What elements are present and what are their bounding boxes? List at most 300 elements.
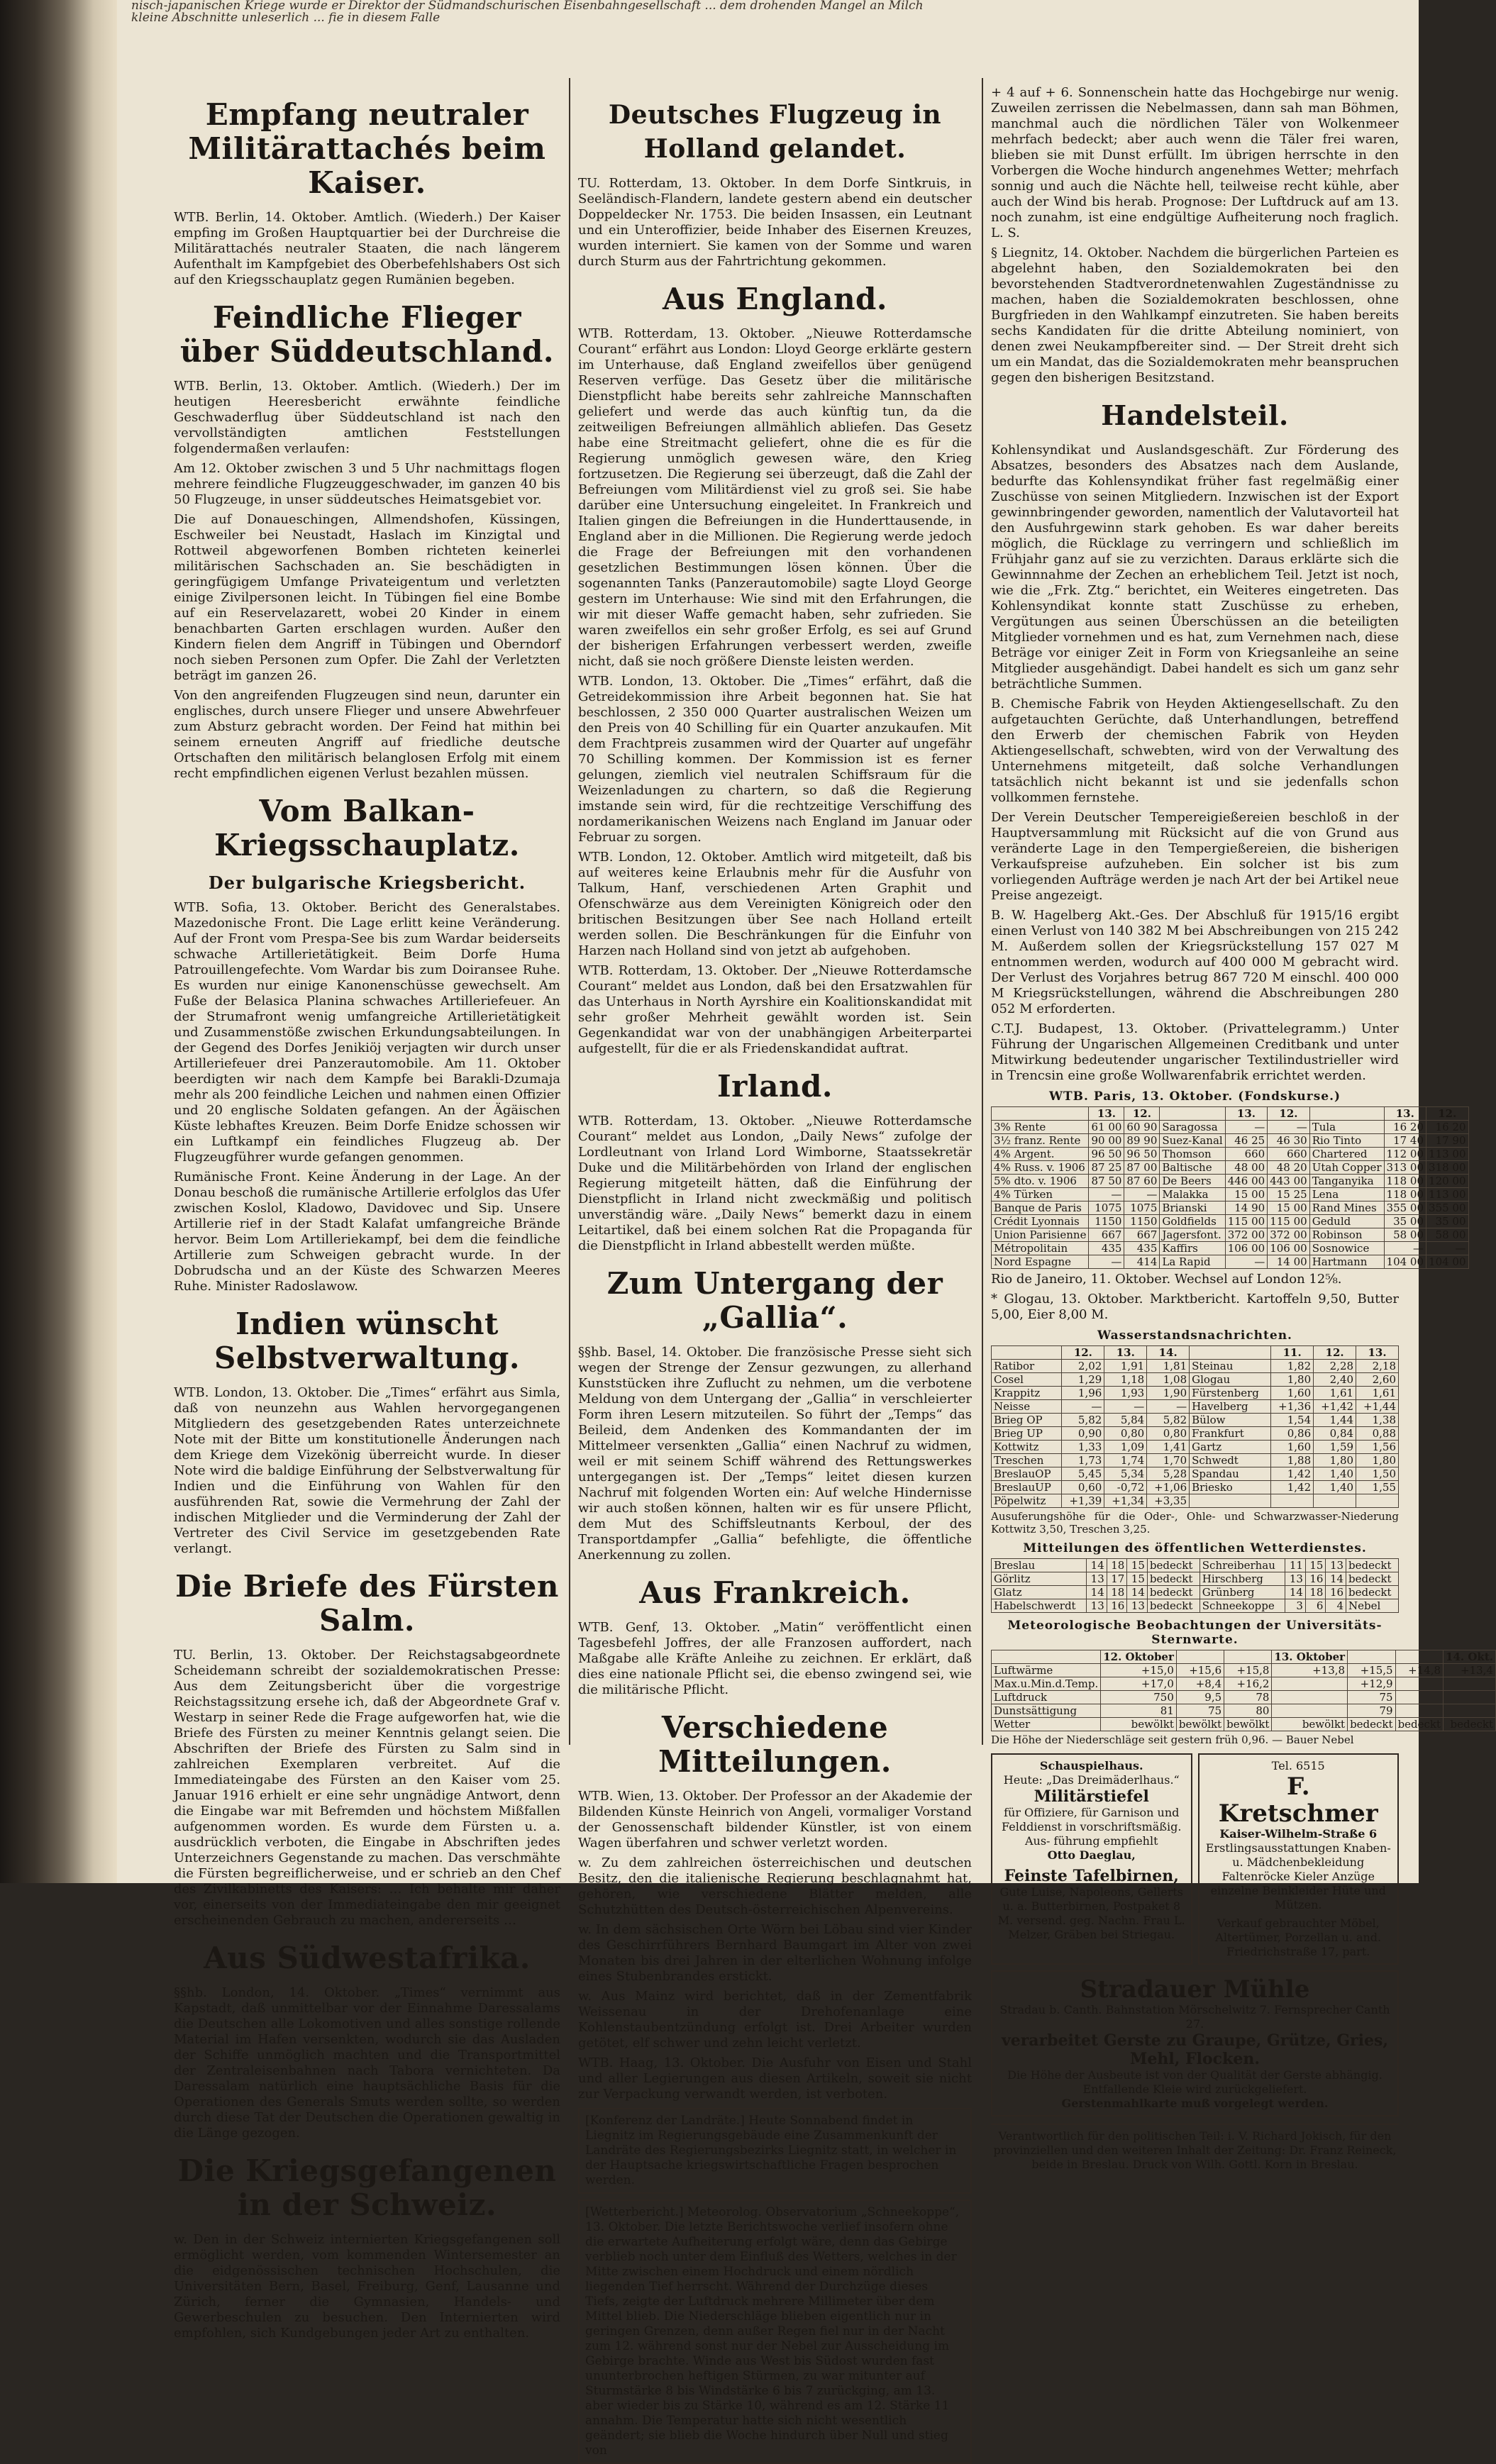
ad-theatre-line: Schauspielhaus. xyxy=(1039,1759,1143,1772)
table-cell: 2,40 xyxy=(1314,1373,1356,1387)
table-cell: 1,08 xyxy=(1147,1373,1190,1387)
table-cell: 14 xyxy=(1087,1586,1107,1599)
table-cell: 313 00 xyxy=(1384,1161,1426,1175)
table-header-cell xyxy=(1176,1650,1224,1664)
weather-report-text: [Wetterbericht.] Meteorolog. Observatorium „Schneekoppe“, 13. Oktober. Die letzte Berichtswoche verlief insofern ohne die erwartete Aufheiterung erfolgt wäre, denn das Gebirge verblieb noch unter dem Einfluß des Wetters, welches in der Mitte zwischen einem Hochdruck und einem nördlich liegenden Tief herrscht. Während der Durchzüge dieses Tiefs, zeigte der Luftdruck mehrere Millimeter über dem Mittel blieb. Die Niederschläge blieben eigentlich nur in geringen Grenzen, denn außer Regen fiel nur in der Nacht zum 12. während sonst nur der Nebel zur Ausscheidung im Gebirge brachte. Winde aus West bis Südost wurden fast ununterbrochen heftigen Stürmen, zu war mitunter auf Sturmstärke 8 bis Windstärke 6 bis 7 zurückging, am 13. aber wieder bis zu Stärke 10, während es am 12. Stärke 11 annahm. Die Temperatur hatte sich nicht wesentlich geändert; sie blieb die Woche hindurch über Null und stieg von xyxy=(585,2205,960,2458)
table-cell: +1,42 xyxy=(1314,1400,1356,1414)
table-cell: 1,33 xyxy=(1062,1441,1104,1454)
article-text: WTB. Rotterdam, 13. Oktober. „Nieuwe Rotterdamsche Courant“ meldet aus London, „Daily News“ zufolge der Lordleutnant von Irland Lord Wimborne, Staatssekretär Duke und die Militärbehörden von Irland der englischen Regierung mitgeteilt hätten, daß die Einführung der Dienstpflicht in Irland nicht zweckmäßig und politisch unverständig wäre. „Daily News“ bemerkt dazu in einem Leitartikel, daß bei einem solchen Rat die Propaganda für die Dienstpflicht in Irland abbestellt werden müßte. xyxy=(578,1114,972,1253)
table-row xyxy=(992,1175,1469,1188)
table-row xyxy=(992,1215,1469,1228)
ad-theatre-today: Heute: „Das Dreimäderlhaus.“ xyxy=(1003,1773,1180,1787)
table-cell: 5,82 xyxy=(1062,1414,1104,1427)
table-header-cell: 12. xyxy=(1124,1107,1160,1121)
table-cell: — xyxy=(1384,1242,1426,1255)
newspaper-page xyxy=(117,0,1493,2458)
table-cell: 112 00 xyxy=(1384,1148,1426,1161)
table-cell: 372 00 xyxy=(1268,1228,1310,1242)
ad-text: Erstlingsausstattungen Knaben- u. Mädchenbekleidung Faltenröcke Kieler Anzüge einzelne Beinkleider Hüte und Mützen. xyxy=(1205,1841,1391,1911)
table-cell: 1,70 xyxy=(1147,1454,1190,1467)
table-cell: 14 00 xyxy=(1268,1255,1310,1269)
table-cell: 16 xyxy=(1305,1572,1326,1586)
article-text: WTB. London, 13. Oktober. Die „Times“ erfährt, daß die Getreidekommission ihre Arbeit begonnen hat. Sie hat beschlossen, 2 350 000 Quarter australischen Weizen um den Preis von 40 Schilling für ein Quarter anzukaufen. Mit dem Frachtpreis zusammen wird der Quarter auf ungefähr 70 Schilling kommen. Der Kommission ist es ferner gelungen, ziemlich viel neutralen Schiffsraum für die Weizenladungen zu chartern, so daß die Regierung imstande sein wird, für die rechtzeitige Verschiffung des nordamerikanischen Weizens nach England im Januar oder Februar zu sorgen. xyxy=(578,674,972,845)
table-cell: Görlitz xyxy=(992,1572,1087,1586)
table-cell: 3% Rente xyxy=(992,1121,1089,1134)
table-cell: 96 50 xyxy=(1124,1148,1160,1161)
table-cell: Fürstenberg xyxy=(1190,1387,1271,1400)
table-cell: 1,82 xyxy=(1271,1360,1314,1373)
table-header-cell xyxy=(992,1107,1089,1121)
table-cell: Glogau xyxy=(1190,1373,1271,1387)
table-cell: 11 xyxy=(1285,1559,1306,1572)
table-cell: Sosnowice xyxy=(1309,1242,1384,1255)
table-cell: 1075 xyxy=(1124,1202,1160,1215)
table-cell: — xyxy=(1124,1188,1160,1202)
table-row xyxy=(992,1148,1469,1161)
section-headline: Handelsteil. xyxy=(1101,399,1289,431)
article-text: §§hb. London, 14. Oktober. „Times“ vernimmt aus Kapstadt, daß unmittelbar vor der Einnahme Daressalams die Deutschen alle Lokomotiven und alles sonstige rollende Material im Hafen versenkten, wodurch sie das Ausladen der Schiffe unmöglich machten und die Transportmittel der Zentraleisenbahnen nach Tabora vernichteten. Da Daressalam natürlich eine hauptsächliche Basis für die Operationen des Generals Smuts werden sollte, so werden durch diese Tat der Deutschen die Operationen gewaltig in die Länge gezogen. xyxy=(174,1985,560,2141)
table-cell: 1,55 xyxy=(1356,1481,1399,1494)
article-text: WTB. Sofia, 13. Oktober. Bericht des Generalstabes. Mazedonische Front. Die Lage erlitt keine Veränderung. Auf der Front vom Prespa-See bis zum Wardar beiderseits schwache Artillerietätigkeit. Beim Dorfe Huma Patrouillengefechte. Vom Wardar bis zum Doiransee Ruhe. Es wurden nur einige Kanonenschüsse gewechselt. Am Fuße der Belasica Planina schwaches Artilleriefeuer. An der Strumafront wenig umfangreiche Artillerietätigkeit und Zusammenstöße zwischen Erkundungsabteilungen. In der Gegend des Dorfes Jenikiöj verjagten wir durch unser Artilleriefeuer drei Panzerautomobile. Am 11. Oktober beerdigten wir nach dem Kampfe bei Barakli-Dzumaja mehr als 200 feindliche Leichen und nahmen einen Offizier und 20 englische Soldaten gefangen. An der Ägäischen Küste lebhaftes Kreuzen. Beim Dorfe Enidze schossen wir ein Luftkampf ein feindliches Flugzeug ab. Der Flugzeugführer wurde gefangen genommen. xyxy=(174,900,560,1165)
table-header-cell: 13. xyxy=(1104,1346,1147,1360)
table-row xyxy=(992,1400,1399,1414)
column-rule xyxy=(569,78,570,1745)
table-row xyxy=(992,1718,1496,1731)
table-cell: Tanganyika xyxy=(1309,1175,1384,1188)
table-cell xyxy=(1444,1704,1496,1718)
table-cell: 1,73 xyxy=(1062,1454,1104,1467)
ad-text: Die Höhe der Ausbeute ist von der Qualität der Gerste abhängig. Entfallende Kleie wird zurückgeliefert. xyxy=(1007,2068,1383,2096)
table-row xyxy=(992,1255,1469,1269)
table-cell: bewölkt xyxy=(1101,1718,1177,1731)
table-cell: 1,60 xyxy=(1271,1387,1314,1400)
table-cell: +3,35 xyxy=(1147,1494,1190,1508)
ad-brand: Stradauer Mühle xyxy=(1080,1975,1310,2004)
table-cell: 115 00 xyxy=(1225,1215,1268,1228)
table-note: Ausuferungshöhe für die Oder-, Ohle- und Schwarzwasser-Niederung Kottwitz 3,50, Treschen 3,25. xyxy=(991,1510,1399,1536)
observatory-table-title: Meteorologische Beobachtungen der Universitäts-Sternwarte. xyxy=(1007,1619,1383,1647)
table-row xyxy=(992,1387,1399,1400)
table-cell: 1,61 xyxy=(1356,1387,1399,1400)
table-cell: Crédit Lyonnais xyxy=(992,1215,1089,1228)
table-cell: Pöpelwitz xyxy=(992,1494,1062,1508)
headline: Verschiedene Mitteilungen. xyxy=(658,1710,892,1779)
table-cell: Ratibor xyxy=(992,1360,1062,1373)
table-row xyxy=(992,1586,1399,1599)
headline: Empfang neutraler Militärattachés beim Kaiser. xyxy=(188,97,546,200)
table-row xyxy=(992,1559,1399,1572)
table-cell: 750 xyxy=(1101,1691,1177,1704)
headline: Irland. xyxy=(717,1069,833,1104)
table-cell: bedeckt xyxy=(1147,1586,1199,1599)
table-cell: Krappitz xyxy=(992,1387,1062,1400)
table-cell: Brieg OP xyxy=(992,1414,1062,1427)
table-cell: 18 xyxy=(1305,1586,1326,1599)
weather-table-title: Mitteilungen des öffentlichen Wetterdienstes. xyxy=(1023,1541,1367,1555)
table-cell: 1,41 xyxy=(1147,1441,1190,1454)
ad-text: Verkauf gebrauchter Möbel, Altertümer, Porzellan u. and. Friedrichstraße 17, part. xyxy=(1215,1916,1382,1958)
table-cell: 5,45 xyxy=(1062,1467,1104,1481)
ad-kretschmer xyxy=(1198,1753,1400,1965)
table-cell: 1,93 xyxy=(1104,1387,1147,1400)
article-text: w. Zu dem zahlreichen österreichischen und deutschen Besitz, den die italienische Regierung beschlagnahmt hat, gehören, wie verschiedene Blätter melden, alle Schutzhütten des Deutsch-österreichischen Alpenvereins. xyxy=(578,1855,972,1917)
table-cell: 14 xyxy=(1127,1586,1148,1599)
headline: Vom Balkan-Kriegsschauplatz. xyxy=(214,794,520,862)
bourse-table xyxy=(991,1106,1469,1269)
table-cell: Luftdruck xyxy=(992,1691,1101,1704)
table-cell: 1,80 xyxy=(1356,1454,1399,1467)
table-cell: 1,29 xyxy=(1062,1373,1104,1387)
table-header-cell xyxy=(1224,1650,1272,1664)
table-cell: Neisse xyxy=(992,1400,1062,1414)
table-cell: 5,84 xyxy=(1104,1414,1147,1427)
headline: Feindliche Flieger über Süddeutschland. xyxy=(179,300,555,369)
table-cell: bewölkt xyxy=(1224,1718,1272,1731)
article-text: WTB. Haag, 13. Oktober. Die Ausfuhr von Eisen und Stahl und aller Legierungen aus diesen Artikeln, soweit sie nicht zur Verpackung verwandt werden, ist verboten. xyxy=(578,2055,972,2102)
table-cell: 2,18 xyxy=(1356,1360,1399,1373)
table-header-cell xyxy=(1348,1650,1395,1664)
table-cell: Breslau xyxy=(992,1559,1087,1572)
table-header-cell: 13. xyxy=(1089,1107,1124,1121)
table-cell: 355 00 xyxy=(1426,1202,1469,1215)
table-header-cell xyxy=(1190,1346,1271,1360)
article-text: WTB. Wien, 13. Oktober. Der Professor an der Akademie der Bildenden Künste Heinrich von Angeli, vormaliger Vorstand der Genossenschaft bildender Künstler, ist von einem Wagen überfahren und schwer verletzt worden. xyxy=(578,1789,972,1850)
table-cell: 1,81 xyxy=(1147,1360,1190,1373)
table-cell xyxy=(1444,1691,1496,1704)
table-cell: 14 xyxy=(1326,1572,1346,1586)
table-cell: Hirschberg xyxy=(1199,1572,1285,1586)
table-cell: 17 40 xyxy=(1384,1134,1426,1148)
table-cell: 46 25 xyxy=(1225,1134,1268,1148)
table-cell: Schneekoppe xyxy=(1199,1599,1285,1613)
article-text: B. W. Hagelberg Akt.-Ges. Der Abschluß für 1915/16 ergibt einen Verlust von 140 382 M bei Abschreibungen von 215 242 M. Außerdem sollen der Kriegsrückstellung 157 027 M entnommen werden, wodurch auf 400 000 M gebracht wird. Der Verlust des Vorjahres betrug 867 720 M einschl. 400 000 M Kriegsrückstellungen, während die Abschreibungen 280 052 M erforderten. xyxy=(991,908,1399,1016)
table-row xyxy=(992,1373,1399,1387)
table-cell: bedeckt xyxy=(1395,1718,1443,1731)
table-cell: Dunstsättigung xyxy=(992,1704,1101,1718)
observatory-table xyxy=(991,1650,1496,1731)
article-text: TU. Berlin, 13. Oktober. Der Reichstagsabgeordnete Scheidemann schreibt der sozialdemokratischen Presse: Aus dem Zeitungsbericht über die vorgestrige Reichstagssitzung ersehe ich, daß der Abgeordnete Graf v. Westarp in seiner Rede die Frage aufgeworfen hat, wie die Briefe des Fürsten zu meiner Kenntnis gelangt seien. Die Abschriften der Briefe des Fürsten zu Salm sind in zahlreichen Exemplaren verbreitet. Auf die Immediateingabe des Fürsten an den Kaiser vom 25. Januar 1916 erhielt er eine sehr ungnädige Antwort, denn die Eingabe war mit Befremden und höchstem Mißfallen aufgenommen worden. Es wurde dem Fürsten u. a. ausdrücklich verboten, die Eingabe in Abschriften jedes Unterzeichners Gegenstande zu machen. Das verschmähte die Fürsten begreiflicherweise, und er schrieb an den Chef des Zivilkabinetts des Kaisers: … Ich behalte mir daher vor, einerseits von der Immediateingabe den mir geeignet erscheinenden Gebrauch zu machen, andererseits … xyxy=(174,1648,560,1928)
table-cell: 1,42 xyxy=(1271,1467,1314,1481)
table-cell: 443 00 xyxy=(1268,1175,1310,1188)
ad-brand: F. Kretschmer xyxy=(1218,1772,1378,1828)
table-cell: bewölkt xyxy=(1176,1718,1224,1731)
table-cell: 104 00 xyxy=(1384,1255,1426,1269)
table-cell: Rio Tinto xyxy=(1309,1134,1384,1148)
table-cell: 0,84 xyxy=(1314,1427,1356,1441)
table-cell: 87 25 xyxy=(1089,1161,1124,1175)
table-cell: +1,44 xyxy=(1356,1400,1399,1414)
column-2 xyxy=(578,85,972,2458)
table-cell: 14 90 xyxy=(1225,1202,1268,1215)
table-cell: 446 00 xyxy=(1225,1175,1268,1188)
table-cell: 355 00 xyxy=(1384,1202,1426,1215)
table-cell: 1,09 xyxy=(1104,1441,1147,1454)
ad-telephone: Tel. 6515 xyxy=(1271,1759,1325,1772)
table-cell: 4% Argent. xyxy=(992,1148,1089,1161)
table-cell: Utah Copper xyxy=(1309,1161,1384,1175)
table-cell: Malakka xyxy=(1160,1188,1225,1202)
article-text: Der Verein Deutscher Tempereigießereien beschloß in der Hauptversammlung mit Rücksicht auf die von Grund aus veränderte Lage in den Tempergießereien, die bisherigen Verkaufspreise aufzuheben. Ein solcher ist bis zum vorliegenden Aufträge werden je nach Art der bei Artikel neue Preise angezeigt. xyxy=(991,810,1399,903)
table-cell: 1150 xyxy=(1124,1215,1160,1228)
table-cell: — xyxy=(1104,1400,1147,1414)
weather-report-box xyxy=(578,2199,972,2464)
ad-text: Gerstenmahlkarte muß vorgelegt werden. xyxy=(1061,2097,1329,2110)
table-cell: 2,60 xyxy=(1356,1373,1399,1387)
table-cell: 1150 xyxy=(1089,1215,1124,1228)
table-cell: 1,96 xyxy=(1062,1387,1104,1400)
table-cell: bewölkt xyxy=(1272,1718,1348,1731)
table-cell: 13 xyxy=(1087,1599,1107,1613)
table-cell: 48 00 xyxy=(1225,1161,1268,1175)
table-cell: Steinau xyxy=(1190,1360,1271,1373)
article-text: w. Aus Mainz wird berichtet, daß in der Zementfabrik Weissenau in der Drehofenanlage eine Kohlenstaubentzündung erfolgt ist. Drei Arbeiter wurden getötet, elf schwer und zehn leicht verletzt. xyxy=(578,1989,972,2050)
table-cell: — xyxy=(1426,1242,1469,1255)
table-cell: 3 xyxy=(1285,1599,1306,1613)
table-header-cell xyxy=(1160,1107,1225,1121)
table-cell: Nord Espagne xyxy=(992,1255,1089,1269)
table-cell: La Rapid xyxy=(1160,1255,1225,1269)
table-cell xyxy=(1314,1494,1356,1508)
article-text: WTB. London, 12. Oktober. Amtlich wird mitgeteilt, daß bis auf weiteres keine Erlaubnis mehr für die Ausfuhr von Talkum, Hanf, verschiedenen Arten Graphit und Ofenschwärze aus dem Vereinigten Königreich oder den britischen Besitzungen über See nach Holland erteilt werden sollen. Die Beschränkungen für die Einfuhr von Harzen nach Holland sind von jetzt ab aufgehoben. xyxy=(578,850,972,958)
column-3 xyxy=(991,85,1493,2171)
table-cell: 120 00 xyxy=(1426,1175,1469,1188)
table-cell: — xyxy=(1268,1121,1310,1134)
table-cell xyxy=(1272,1691,1348,1704)
table-cell: 48 20 xyxy=(1268,1161,1310,1175)
table-cell: Tula xyxy=(1309,1121,1384,1134)
table-cell: Max.u.Min.d.Temp. xyxy=(992,1677,1101,1691)
table-row xyxy=(992,1599,1399,1613)
table-cell: 90 00 xyxy=(1089,1134,1124,1148)
table-cell: 15 00 xyxy=(1268,1202,1310,1215)
table-cell: 660 xyxy=(1225,1148,1268,1161)
table-cell: 0,86 xyxy=(1271,1427,1314,1441)
book-binding-edge xyxy=(0,0,117,1883)
table-cell: Chartered xyxy=(1309,1148,1384,1161)
table-cell: 113 00 xyxy=(1426,1148,1469,1161)
table-cell: bedeckt xyxy=(1147,1599,1199,1613)
table-cell: 60 90 xyxy=(1124,1121,1160,1134)
headline: Die Kriegsgefangenen in der Schweiz. xyxy=(177,2153,557,2222)
article-text: Kohlensyndikat und Auslandsgeschäft. Zur Förderung des Absatzes, besonders des Absatzes nach dem Auslande, bedurfte das Kohlensyndikat früher fast regelmäßig einer Zuschüsse von seinen Mitgliedern. Inzwischen ist der Export gewinnbringender geworden, namentlich der Valutavorteil hat den Ausfuhrgewinn stark gehoben. Es war daher bereits möglich, die Rücklage zu verringern und schließlich im Frühjahr ganz auf sie zu verzichten. Daraus erklärte sich die Gewinnnahme der Zechen an erheblichem Teil. Jetzt ist noch, wie die „Frk. Ztg.“ berichtet, ein Weiteres eingetreten. Das Kohlensyndikat konnte statt Zuschüsse zu erheben, Vergütungen aus seinen Überschüssen an die beteiligten Mitglieder vornehmen und es hat, zum Vernehmen nach, diese Beträge vor einiger Zeit in Form von Kriegsanleihe an seine Mitglieder ausgehändigt. Dabei handelt es sich um ganz sehr beträchtliche Summen. xyxy=(991,443,1399,692)
table-cell: 1,88 xyxy=(1271,1454,1314,1467)
table-cell: bedeckt xyxy=(1147,1572,1199,1586)
table-cell: 15 00 xyxy=(1225,1188,1268,1202)
table-row xyxy=(992,1134,1469,1148)
table-cell: 1,91 xyxy=(1104,1360,1147,1373)
table-cell: 18 xyxy=(1107,1559,1127,1572)
table-cell: Habelschwerdt xyxy=(992,1599,1087,1613)
table-row xyxy=(992,1494,1399,1508)
table-cell: Brieg UP xyxy=(992,1427,1062,1441)
table-cell: 1,40 xyxy=(1314,1481,1356,1494)
table-cell: Robinson xyxy=(1309,1228,1384,1242)
table-cell: Havelberg xyxy=(1190,1400,1271,1414)
table-cell: Glatz xyxy=(992,1586,1087,1599)
article-text: TU. Rotterdam, 13. Oktober. In dem Dorfe Sintkruis, in Seeländisch-Flandern, landete gestern abend ein deutscher Doppeldecker Nr. 1753. Die beiden Insassen, ein Leutnant und ein Unteroffizier, beide Inhaber des Eisernen Kreuzes, wurden interniert. Sie kamen von der Somme und waren durch Sturm aus der Fahrtrichtung gekommen. xyxy=(578,176,972,269)
table-header-cell: 14. xyxy=(1147,1346,1190,1360)
table-cell: 1,54 xyxy=(1271,1414,1314,1427)
table-cell: 106 00 xyxy=(1225,1242,1268,1255)
ad-text: Gute Luise, Napoleons, Gellerts u. a. Butterbirnen, Postpaket 8 M. versend. geg. Nachn. Frau L. Melzer, Gräben bei Striegau. xyxy=(997,1885,1185,1941)
table-cell: 5,34 xyxy=(1104,1467,1147,1481)
table-cell: 318 00 xyxy=(1426,1161,1469,1175)
table-cell: Métropolitain xyxy=(992,1242,1089,1255)
table-cell: Union Parisienne xyxy=(992,1228,1089,1242)
table-row xyxy=(992,1704,1496,1718)
table-cell: 1,59 xyxy=(1314,1441,1356,1454)
table-header-cell: 12. xyxy=(1314,1346,1356,1360)
table-cell: +15,5 xyxy=(1348,1664,1395,1677)
table-cell: 1,90 xyxy=(1147,1387,1190,1400)
table-cell: — xyxy=(1089,1188,1124,1202)
table-cell xyxy=(1395,1677,1443,1691)
table-cell: 80 xyxy=(1224,1704,1272,1718)
table-cell: +15,8 xyxy=(1224,1664,1272,1677)
table-cell xyxy=(1395,1691,1443,1704)
local-notice-box xyxy=(578,2108,972,2194)
table-cell: 1,44 xyxy=(1314,1414,1356,1427)
table-cell: 113 00 xyxy=(1426,1188,1469,1202)
table-header-cell: 13. xyxy=(1356,1346,1399,1360)
table-header-cell xyxy=(1309,1107,1384,1121)
table-cell: 16 20 xyxy=(1426,1121,1469,1134)
table-cell: 1,60 xyxy=(1271,1441,1314,1454)
table-cell: 87 00 xyxy=(1124,1161,1160,1175)
table-cell: 118 00 xyxy=(1384,1188,1426,1202)
table-cell: 1,61 xyxy=(1314,1387,1356,1400)
table-header-cell xyxy=(992,1650,1101,1664)
table-cell: 1,56 xyxy=(1356,1441,1399,1454)
table-cell: 17 xyxy=(1107,1572,1127,1586)
table-cell: — xyxy=(1225,1121,1268,1134)
article-text: + 4 auf + 6. Sonnenschein hatte das Hochgebirge nur wenig. Zuweilen zerrissen die Nebelmassen, dann sah man Böhmen, manchmal auch die nördlichen Täler von Wolkenmeer mehrfach bedeckt; aber auch wenn die Täler frei waren, blieben sie mit Dunst erfüllt. Im übrigen herrschte in den Vorbergen die Woche hindurch angenehmes Wetter; mehrfach sonnig und auch die Nächte hell, teilweise recht kühle, aber auch der Wind bis herab. Prognose: Der Luftdruck auf am 13. noch zunahm, ist eine endgültige Aufheiterung noch fraglich. L. S. xyxy=(991,85,1399,240)
table-cell: 1,38 xyxy=(1356,1414,1399,1427)
table-cell: Schwedt xyxy=(1190,1454,1271,1467)
table-cell: 4% Russ. v. 1906 xyxy=(992,1161,1089,1175)
table-cell: 14 xyxy=(1087,1559,1107,1572)
table-cell: 96 50 xyxy=(1089,1148,1124,1161)
table-cell: 0,60 xyxy=(1062,1481,1104,1494)
table-row xyxy=(992,1360,1399,1373)
table-cell: 87 60 xyxy=(1124,1175,1160,1188)
table-cell xyxy=(1356,1494,1399,1508)
table-cell: 2,02 xyxy=(1062,1360,1104,1373)
table-cell: Luftwärme xyxy=(992,1664,1101,1677)
table-cell: — xyxy=(1062,1400,1104,1414)
table-row xyxy=(992,1242,1469,1255)
article-text: w. In dem sächsischen Orte Wörn bei Löbau sind vier Kinder des Geschirrführers Bernhard Baumgart im Alter von zwei Monaten bis drei Jahren in der elterlichen Wohnung infolge eines Stubenbrandes erstickt. xyxy=(578,1922,972,1984)
headline: Aus Südwestafrika. xyxy=(204,1941,531,1975)
table-cell: +8,4 xyxy=(1176,1677,1224,1691)
table-cell: 87 50 xyxy=(1089,1175,1124,1188)
table-row xyxy=(992,1454,1399,1467)
table-cell: 1,42 xyxy=(1271,1481,1314,1494)
table-cell: 9,5 xyxy=(1176,1691,1224,1704)
ad-brand: Militärstiefel xyxy=(1034,1787,1149,1806)
table-cell: Baltische xyxy=(1160,1161,1225,1175)
table-cell xyxy=(1395,1704,1443,1718)
table-cell: Treschen xyxy=(992,1454,1062,1467)
table-row xyxy=(992,1467,1399,1481)
table-cell: Wetter xyxy=(992,1718,1101,1731)
table-cell: 0,90 xyxy=(1062,1427,1104,1441)
table-cell: -0,72 xyxy=(1104,1481,1147,1494)
table-cell: 18 xyxy=(1107,1586,1127,1599)
table-cell: Frankfurt xyxy=(1190,1427,1271,1441)
table-cell: 4 xyxy=(1326,1599,1346,1613)
table-cell: 1,40 xyxy=(1314,1467,1356,1481)
table-cell xyxy=(1444,1677,1496,1691)
weather-service-table xyxy=(991,1558,1399,1613)
ad-stradauer-muehle xyxy=(991,1970,1399,2116)
table-cell: 4% Türken xyxy=(992,1188,1089,1202)
ad-text: für Offiziere, für Garnison und Felddienst in vorschriftsmäßig. Aus- führung empfiehlt xyxy=(1002,1806,1182,1848)
table-cell: bedeckt xyxy=(1346,1559,1399,1572)
table-cell: Kaffirs xyxy=(1160,1242,1225,1255)
table-cell: Brianski xyxy=(1160,1202,1225,1215)
advertisements xyxy=(991,1753,1399,1965)
table-row xyxy=(992,1161,1469,1175)
table-cell: 75 xyxy=(1348,1691,1395,1704)
headline: Indien wünscht Selbstverwaltung. xyxy=(214,1306,520,1375)
table-cell: +16,2 xyxy=(1224,1677,1272,1691)
table-cell: BreslauUP xyxy=(992,1481,1062,1494)
table-cell: 1075 xyxy=(1089,1202,1124,1215)
headline: Aus Frankreich. xyxy=(639,1575,911,1610)
table-cell: Jagersfont. xyxy=(1160,1228,1225,1242)
table-row xyxy=(992,1228,1469,1242)
table-cell: +1,34 xyxy=(1104,1494,1147,1508)
table-cell: Suez-Kanal xyxy=(1160,1134,1225,1148)
table-cell: Lena xyxy=(1309,1188,1384,1202)
table-cell: 1,50 xyxy=(1356,1467,1399,1481)
table-header-cell: 12. xyxy=(1426,1107,1469,1121)
table-cell xyxy=(1272,1677,1348,1691)
table-cell: 118 00 xyxy=(1384,1175,1426,1188)
table-cell: 81 xyxy=(1101,1704,1177,1718)
table-row xyxy=(992,1481,1399,1494)
subheadline: Der bulgarische Kriegsbericht. xyxy=(208,872,526,893)
table-cell: 5,28 xyxy=(1147,1467,1190,1481)
table-cell: 2,28 xyxy=(1314,1360,1356,1373)
table-cell: 5% dto. v. 1906 xyxy=(992,1175,1089,1188)
table-cell: Saragossa xyxy=(1160,1121,1225,1134)
table-cell: 414 xyxy=(1124,1255,1160,1269)
article-text: § Liegnitz, 14. Oktober. Nachdem die bürgerlichen Parteien es abgelehnt haben, den Sozialdemokraten bei den bevorstehenden Stadtverordnetenwahlen Zugeständnisse zu machen, haben die Sozialdemokraten beschlossen, ohne Burgfrieden in den Wahlkampf einzutreten. Sie haben bereits sechs Kandidaten für die dritte Abteilung nominiert, von denen zwei Neukampfbereiter sind. — Der Streit dreht sich um ein Mandat, das die Sozialdemokraten mehr beanspruchen gegen den bisherigen Besitzstand. xyxy=(991,245,1399,385)
table-header-cell xyxy=(992,1346,1062,1360)
top-strip-line: nisch-japanischen Kriege wurde er Direktor der Südmandschurischen Eisenbahngesellschaft ... dem drohenden Mangel an Milch xyxy=(131,0,924,13)
table-cell: 0,80 xyxy=(1104,1427,1147,1441)
table-cell: +1,39 xyxy=(1062,1494,1104,1508)
article-text: §§hb. Basel, 14. Oktober. Die französische Presse sieht sich wegen der Strenge der Zensur gezwungen, zu allerhand Kunststücken ihre Zuflucht zu nehmen, um die verbotene Meldung von dem Untergang der „Gallia“ in verschleierter Form ihren Lesern mitzuteilen. So führt der „Temps“ das Beileid, dem Andenken des Kommandanten der im Mittelmeer versenkten „Gallia“ einen Nachruf zu widmen, weil er mit seinem Schiff während des Rettungswerkes untergegangen ist. Der „Temps“ leitet diesen kurzen Nachruf mit folgenden Worten ein: Auf welche Hindernisse wir auch stoßen können, halten wir es für unsere Pflicht, dem Mut des Schiffsleutnants Kerboul, der des Transportdampfer „Gallia“ befehligte, die öffentliche Anerkennung zu zollen. xyxy=(578,1345,972,1563)
table-cell: 435 xyxy=(1124,1242,1160,1255)
table-row xyxy=(992,1572,1399,1586)
table-cell: Briesko xyxy=(1190,1481,1271,1494)
table-cell xyxy=(1190,1494,1271,1508)
table-cell: BreslauOP xyxy=(992,1467,1062,1481)
table-cell: Rand Mines xyxy=(1309,1202,1384,1215)
table-cell: 15 xyxy=(1305,1559,1326,1572)
article-text: Die auf Donaueschingen, Allmendshofen, Küssingen, Eschweiler bei Neustadt, Haslach im Kinzigtal und Rottweil abgeworfenen Bomben richteten keinerlei militärischen Sachschaden an. Sie beschädigten in geringfügigem Umfange Privateigentum und verletzten einige Zivilpersonen leicht. In Tübingen fiel eine Bombe auf ein Reservelazarett, wobei 20 Kinder in einem benachbarten Garten erschlagen wurden. Außer den Kindern fielen dem Angriff in Tübingen und Oberndorf noch sieben Personen zum Opfer. Die Zahl der Verletzten beträgt im ganzen 26. xyxy=(174,512,560,683)
table-cell: 89 90 xyxy=(1124,1134,1160,1148)
table-cell: +15,6 xyxy=(1176,1664,1224,1677)
table-note: Die Höhe der Niederschläge seit gestern früh 0,96. — Bauer Nebel xyxy=(991,1733,1354,1746)
table-row xyxy=(992,1691,1496,1704)
table-row xyxy=(992,1677,1496,1691)
table-cell: 79 xyxy=(1348,1704,1395,1718)
table-header-cell xyxy=(1395,1650,1443,1664)
